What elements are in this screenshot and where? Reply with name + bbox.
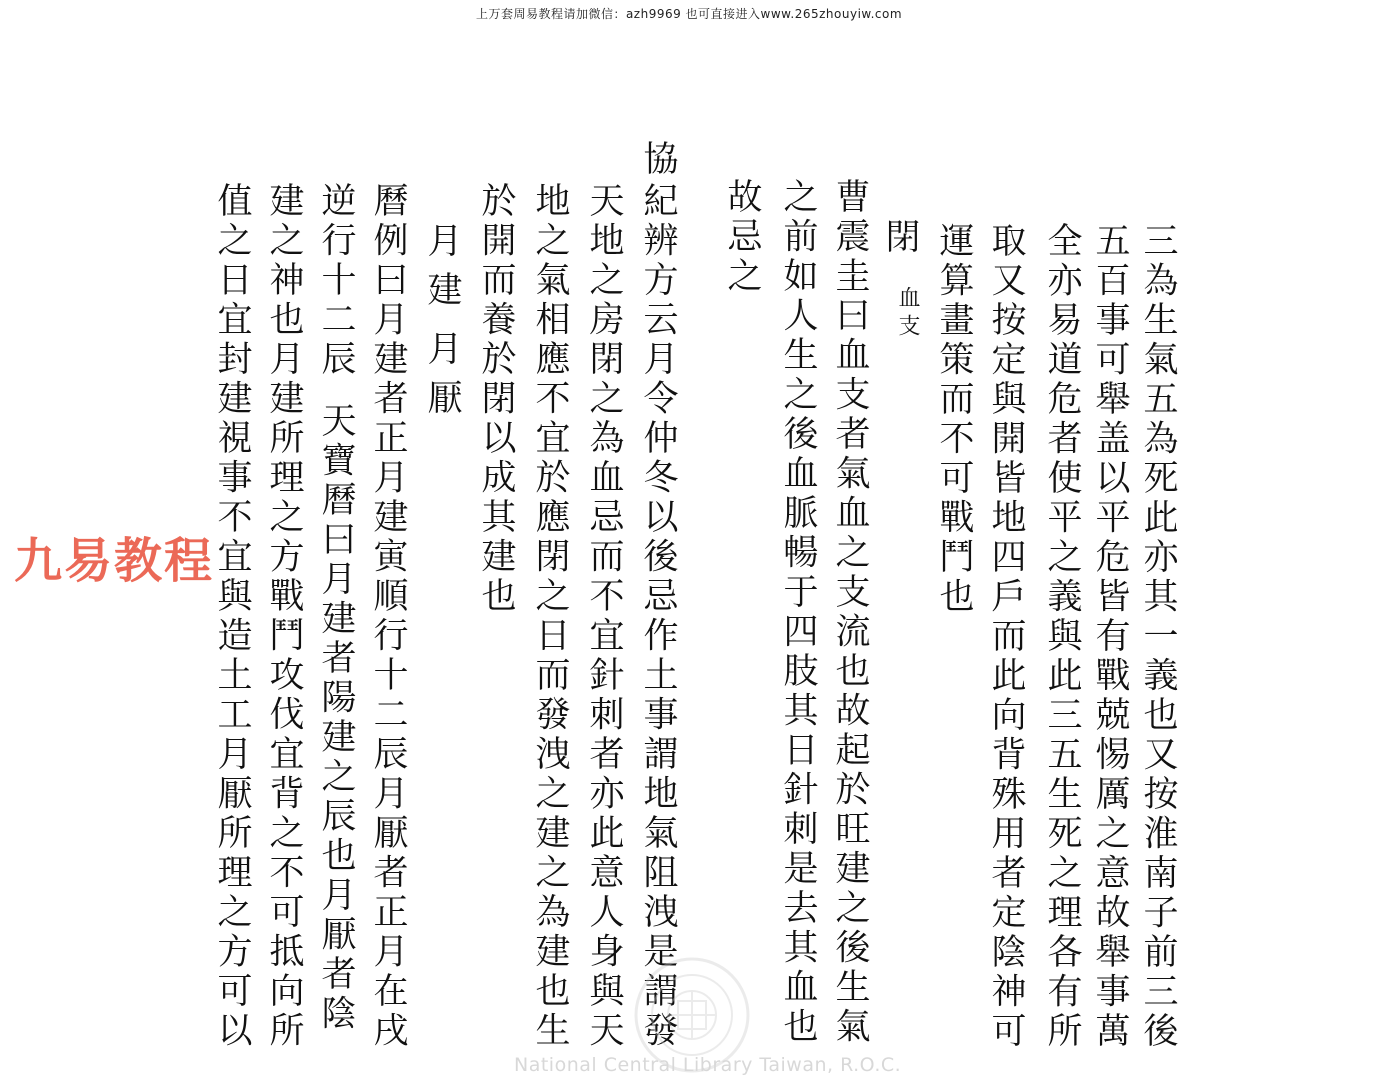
library-caption: National Central Library Taiwan, R.O.C.	[514, 1054, 902, 1076]
text-column-15: 建之神也月建所理之方戰鬥攻伐宜背之不可抵向所	[264, 182, 304, 1051]
text-column-2: 五百事可舉盖以平危皆有戰兢惕厲之意故舉事萬	[1090, 222, 1130, 1052]
text-column-14-part-b: 天寶曆曰月建者陽建之辰也月厭者陰	[316, 402, 356, 1034]
section-heading-xie: 協	[638, 140, 678, 180]
text-column-7: 之前如人生之後血脈暢于四肢其日針刺是去其血也	[778, 178, 818, 1047]
text-column-13: 曆例曰月建者正月建寅順行十二辰月厭者正月在戌	[368, 182, 408, 1051]
text-column-6: 曹震圭曰血支者氣血之支流也故起於旺建之後生氣	[830, 178, 870, 1047]
text-column-14-part-a: 逆行十二辰	[316, 182, 356, 380]
section-heading-yueyan: 月厭	[422, 330, 462, 428]
text-column-11: 地之氣相應不宜於應閉之日而發洩之建之為建也生	[530, 182, 570, 1051]
text-column-5: 運算畫策而不可戰鬥也	[934, 222, 974, 617]
text-column-10: 天地之房閉之為血忌而不宜針刺者亦此意人身與天	[584, 182, 624, 1051]
text-column-9: 紀辨方云月令仲冬以後忌作土事謂地氣阻洩是謂發	[638, 182, 678, 1051]
text-column-3: 全亦易道危者使平之義與此三五生死之理各有所	[1042, 222, 1082, 1052]
section-subheading-xuezhi: 血支	[895, 286, 920, 342]
text-column-16: 值之日宜封建視事不宜與造土工月厭所理之方可以	[212, 182, 252, 1051]
header-note: 上万套周易教程请加微信：azh9969 也可直接进入www.265zhouyiw.com	[475, 7, 903, 21]
section-heading-close: 閉	[880, 218, 920, 258]
section-heading-yuejian: 月建	[422, 222, 462, 320]
text-column-1: 三為生氣五為死此亦其一義也又按淮南子前三後	[1138, 222, 1178, 1052]
text-column-12: 於開而養於閉以成其建也	[476, 182, 516, 617]
watermark-logo: 九易教程	[14, 533, 215, 589]
text-column-4: 取又按定與開皆地四戶而此向背殊用者定陰神可	[986, 222, 1026, 1052]
text-column-8: 故忌之	[722, 178, 762, 297]
